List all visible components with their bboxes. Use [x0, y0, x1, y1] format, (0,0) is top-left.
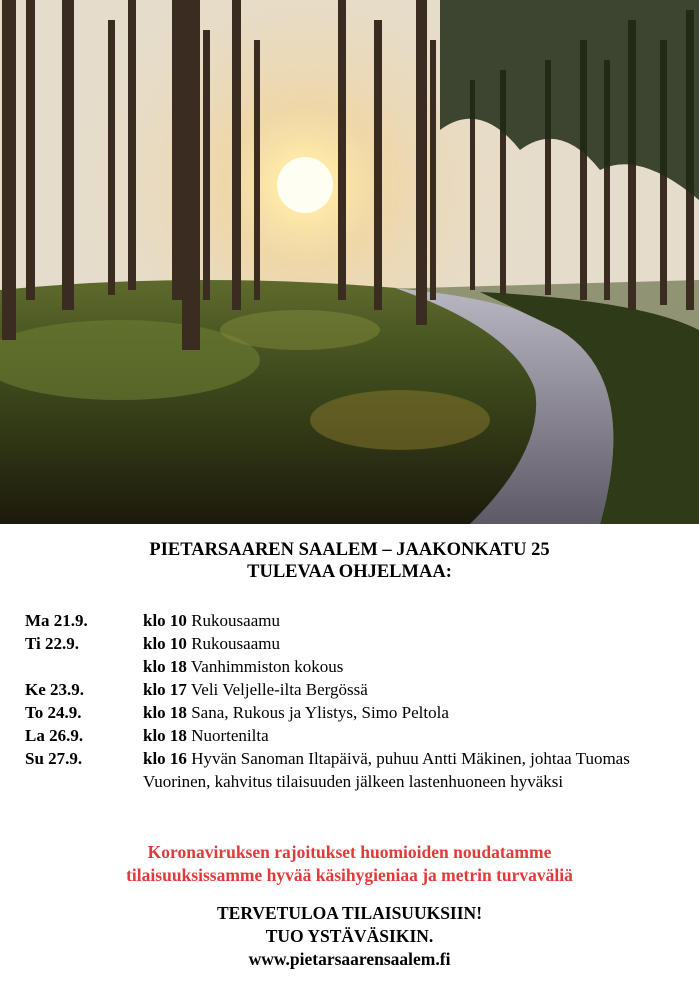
- schedule-time: klo 17: [143, 680, 187, 699]
- schedule-row: [25, 701, 675, 724]
- covid-notice: [0, 841, 699, 887]
- schedule-day: Su 27.9.: [25, 749, 83, 768]
- schedule-text: Veli Veljelle-ilta Bergössä: [190, 680, 368, 699]
- schedule-row: [25, 747, 675, 793]
- schedule-text: Nuortenilta: [191, 726, 269, 745]
- notice-line: tilaisuuksissamme hyvää käsihygieniaa ja metrin turvaväliä: [126, 865, 573, 885]
- welcome-text: TERVETULOA TILAISUUKSIIN!: [216, 903, 483, 923]
- schedule-text: Vanhimmiston kokous: [190, 657, 344, 676]
- title-address: PIETARSAAREN SAALEM – JAAKONKATU 25: [149, 540, 550, 560]
- schedule-text: Hyvän Sanoman Iltapäivä, puhuu Antti Mäkinen, johtaa Tuomas Vuorinen, kahvitus tilaisuuden jälkeen lastenhuoneen hyväksi: [143, 749, 630, 791]
- schedule-list: [25, 609, 675, 793]
- schedule-day: Ma 21.9.: [25, 611, 88, 630]
- schedule-row: [25, 678, 675, 701]
- bring-friend-text: TUO YSTÄVÄSIKIN.: [265, 926, 434, 946]
- schedule-row: [25, 632, 675, 655]
- schedule-text: Sana, Rukous ja Ylistys, Simo Peltola: [191, 703, 449, 722]
- notice-line: Koronaviruksen rajoitukset huomioiden noudatamme: [147, 842, 552, 862]
- schedule-text: Rukousaamu: [191, 611, 280, 630]
- schedule-time: klo 18: [143, 726, 187, 745]
- schedule-row: [25, 609, 675, 632]
- website-url: www.pietarsaarensaalem.fi: [248, 949, 451, 969]
- schedule-time: klo 18: [143, 657, 187, 676]
- schedule-day: Ti 22.9.: [25, 634, 80, 653]
- title-program: TULEVAA OHJELMAA:: [247, 562, 452, 582]
- schedule-day: Ke 23.9.: [25, 680, 85, 699]
- schedule-row: [25, 724, 675, 747]
- schedule-day: To 24.9.: [25, 703, 82, 722]
- schedule-time: klo 10: [143, 634, 187, 653]
- schedule-text: Rukousaamu: [191, 634, 280, 653]
- schedule-time: klo 16: [143, 749, 187, 768]
- schedule-row: [25, 655, 675, 678]
- schedule-day: La 26.9.: [25, 726, 84, 745]
- schedule-time: klo 10: [143, 611, 187, 630]
- footer: [0, 902, 699, 971]
- schedule-time: klo 18: [143, 703, 187, 722]
